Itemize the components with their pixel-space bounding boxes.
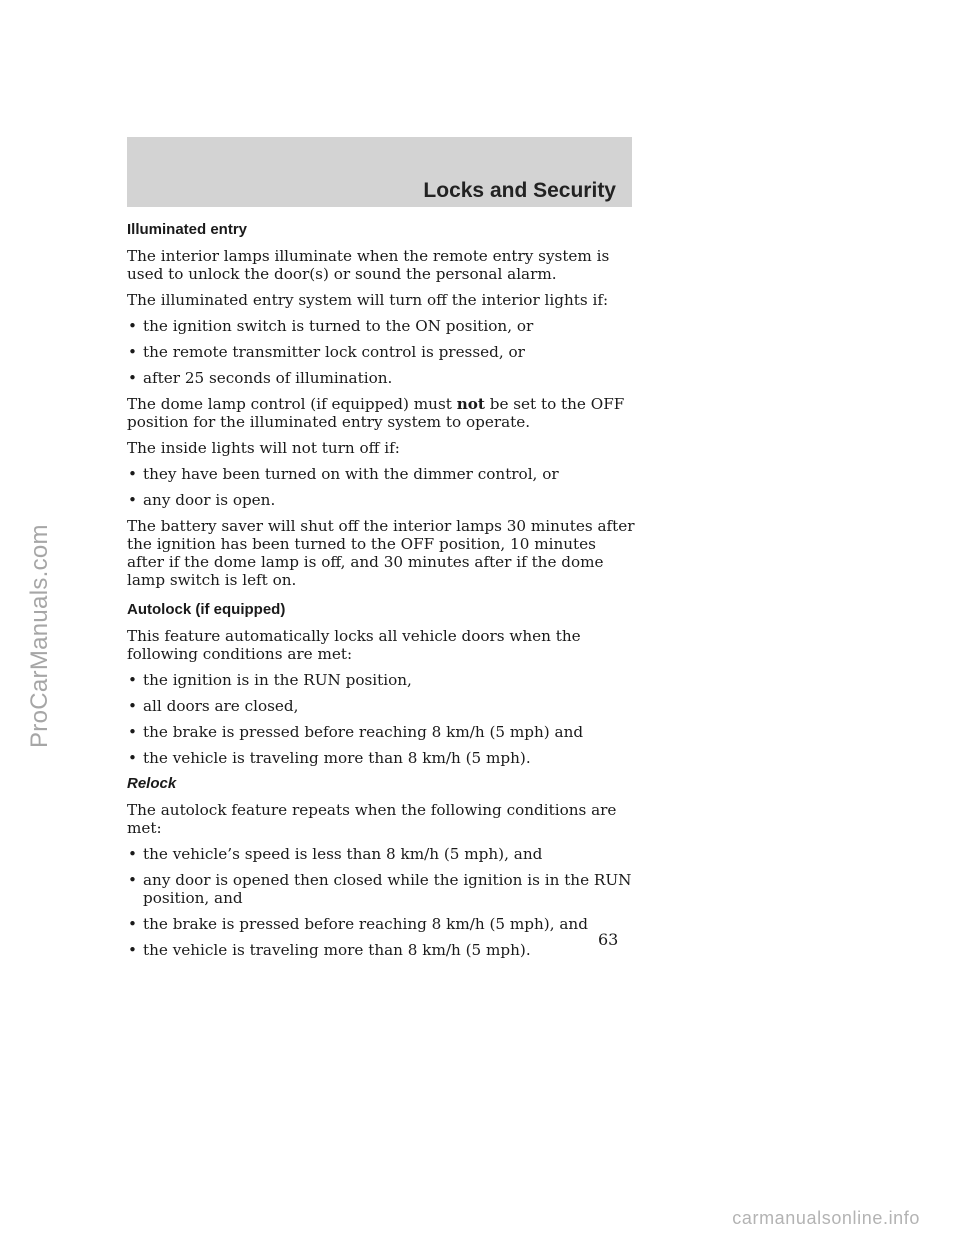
relock-heading: Relock (127, 775, 177, 792)
autolock-paragraph: This feature automatically locks all vehicle doors when the following conditions are met: (127, 627, 581, 663)
illuminated-entry-paragraph: The illuminated entry system will turn off the interior lights if: (127, 291, 609, 309)
page-number: 63 (598, 930, 619, 949)
list-item: • any door is open. (127, 491, 637, 509)
list-item: • the ignition switch is turned to the ON position, or (127, 317, 637, 335)
inside-lights-paragraph: The inside lights will not turn off if: (127, 439, 400, 457)
bottom-watermark: carmanualsonline.info (732, 1208, 920, 1228)
autolock-heading: Autolock (if equipped) (127, 601, 286, 618)
battery-saver-paragraph: The battery saver will shut off the interior lamps 30 minutes after the ignition has been turned to the OFF position, 10 minutes after if the dome lamp is off, and 30 minutes after if the dome lamp switch is left on. (127, 517, 635, 589)
dome-lamp-paragraph (127, 395, 637, 431)
illuminated-entry-heading: Illuminated entry (127, 221, 248, 238)
side-watermark: ProCarManuals.com (26, 524, 53, 748)
list-item: • the ignition is in the RUN position, (127, 671, 637, 689)
illuminated-entry-paragraph: The interior lamps illuminate when the remote entry system is used to unlock the door(s) or sound the personal alarm. (127, 247, 610, 283)
page-content (127, 221, 637, 967)
list-item: • the vehicle is traveling more than 8 km/h (5 mph). (127, 941, 637, 959)
relock-paragraph: The autolock feature repeats when the following conditions are met: (127, 801, 617, 837)
list-item: • they have been turned on with the dimmer control, or (127, 465, 637, 483)
relock-list (127, 845, 637, 959)
list-item: • any door is opened then closed while the ignition is in the RUN position, and (127, 871, 637, 907)
illuminated-entry-list (127, 317, 637, 387)
list-item: • after 25 seconds of illumination. (127, 369, 637, 387)
section-title: Locks and Security (423, 179, 616, 202)
emphasis-not: not (456, 395, 485, 413)
inside-lights-list (127, 465, 637, 509)
autolock-list (127, 671, 637, 767)
dome-lamp-text: The dome lamp control (if equipped) must (127, 395, 457, 413)
list-item: • the brake is pressed before reaching 8 km/h (5 mph), and (127, 915, 637, 933)
list-item: • the brake is pressed before reaching 8 km/h (5 mph) and (127, 723, 637, 741)
list-item: • the vehicle is traveling more than 8 km/h (5 mph). (127, 749, 637, 767)
dome-lamp-text: be set to the OFF position for the illuminated entry system to operate. (127, 395, 625, 431)
list-item: • the remote transmitter lock control is pressed, or (127, 343, 637, 361)
section-header-band (127, 137, 632, 207)
list-item: • the vehicle’s speed is less than 8 km/h (5 mph), and (127, 845, 637, 863)
list-item: • all doors are closed, (127, 697, 637, 715)
